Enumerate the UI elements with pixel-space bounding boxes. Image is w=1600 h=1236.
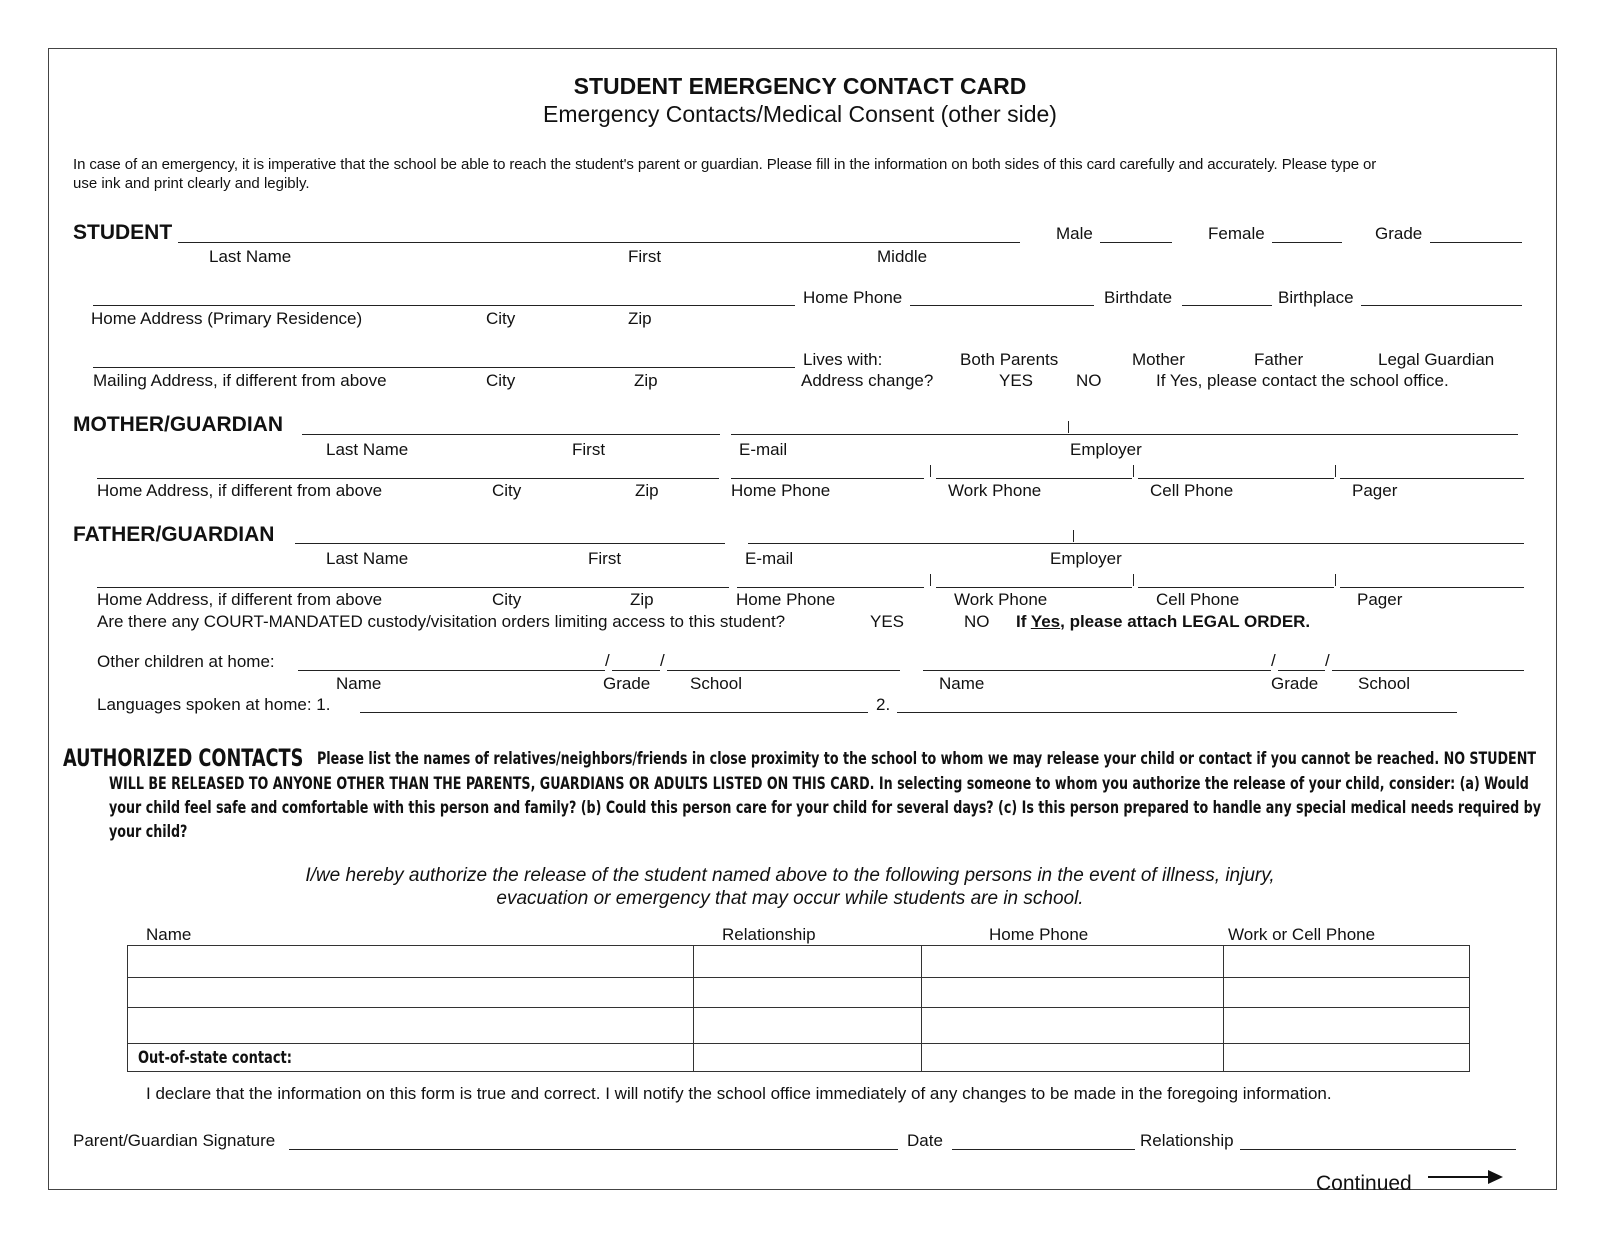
home-zip-label: Zip <box>628 309 652 328</box>
father-city-label: City <box>492 590 522 609</box>
father-heading: FATHER/GUARDIAN <box>73 523 275 546</box>
continued-label: Continued <box>1316 1172 1412 1195</box>
father-cell-phone-label: Cell Phone <box>1156 590 1240 609</box>
divider <box>1335 465 1336 477</box>
divider <box>930 574 931 586</box>
signature-label: Parent/Guardian Signature <box>73 1131 276 1150</box>
father-pager-field[interactable] <box>1340 587 1524 588</box>
mother-pager-field[interactable] <box>1340 478 1524 479</box>
separator-slash: / <box>1325 651 1330 670</box>
out-of-state-name-cell[interactable] <box>128 1044 694 1072</box>
contact-2-relationship-cell[interactable] <box>694 978 922 1008</box>
table-row <box>128 1044 1470 1072</box>
father-name-field[interactable] <box>295 543 725 544</box>
mailing-address-label: Mailing Address, if different from above <box>93 371 387 390</box>
lives-with-label: Lives with: <box>803 350 883 369</box>
out-of-state-label: Out-of-state contact: <box>138 1047 292 1068</box>
birthdate-label: Birthdate <box>1104 288 1173 307</box>
home-city-label: City <box>486 309 516 328</box>
student-home-phone-field[interactable] <box>910 305 1094 306</box>
father-employer-field[interactable] <box>1073 543 1524 544</box>
contact-3-relationship-cell[interactable] <box>694 1008 922 1044</box>
birthplace-field[interactable] <box>1361 305 1522 306</box>
child-1-name-field[interactable] <box>298 670 605 671</box>
contact-2-home-phone-cell[interactable] <box>922 978 1224 1008</box>
signature-field[interactable] <box>289 1149 898 1150</box>
release-statement-line-2: evacuation or emergency that may occur while students are in school. <box>496 888 1084 909</box>
contact-1-work-phone-cell[interactable] <box>1224 946 1470 978</box>
father-address-field[interactable] <box>97 587 729 588</box>
father-email-label: E-mail <box>745 549 794 568</box>
release-statement-line-1: I/we hereby authorize the release of the student named above to the following persons in the event of illness, injury, <box>305 865 1275 886</box>
mother-zip-label: Zip <box>635 481 659 500</box>
student-middle-label: Middle <box>877 247 928 266</box>
male-label: Male <box>1056 224 1093 243</box>
father-home-phone-field[interactable] <box>737 587 924 588</box>
mother-address-field[interactable] <box>97 478 719 479</box>
lives-with-both-parents[interactable]: Both Parents <box>960 350 1059 369</box>
table-row <box>128 1008 1470 1044</box>
mother-city-label: City <box>492 481 522 500</box>
father-last-name-label: Last Name <box>326 549 409 568</box>
child-1-grade-field[interactable] <box>612 670 660 671</box>
father-pager-label: Pager <box>1357 590 1403 609</box>
contact-3-home-phone-cell[interactable] <box>922 1008 1224 1044</box>
home-address-label: Home Address (Primary Residence) <box>91 309 363 328</box>
separator-slash: / <box>1271 651 1276 670</box>
mother-heading: MOTHER/GUARDIAN <box>73 413 283 436</box>
page-subtitle: Emergency Contacts/Medical Consent (other side) <box>543 101 1057 127</box>
female-label: Female <box>1208 224 1265 243</box>
legal-order-yes: Yes <box>1030 612 1061 631</box>
relationship-label: Relationship <box>1140 1131 1234 1150</box>
contacts-col-relationship: Relationship <box>722 925 816 944</box>
contacts-col-home-phone: Home Phone <box>989 925 1089 944</box>
contact-3-name-cell[interactable] <box>128 1008 694 1044</box>
child-2-name-label: Name <box>939 674 985 693</box>
contact-1-relationship-cell[interactable] <box>694 946 922 978</box>
mailing-zip-label: Zip <box>634 371 658 390</box>
mother-pager-label: Pager <box>1352 481 1398 500</box>
address-change-yes[interactable]: YES <box>999 371 1034 390</box>
mother-last-name-label: Last Name <box>326 440 409 459</box>
home-address-field[interactable] <box>93 305 795 306</box>
authorized-text-line-1: Please list the names of relatives/neighbors/friends in close proximity to the school to whom we may release your child or contact if you cannot be reached. NO STUDENT <box>317 749 1537 769</box>
grade-field[interactable] <box>1430 242 1522 243</box>
child-1-school-field[interactable] <box>667 670 900 671</box>
address-change-label: Address change? <box>801 371 934 390</box>
date-field[interactable] <box>952 1149 1135 1150</box>
legal-order-note <box>1016 613 1310 630</box>
lives-with-legal-guardian[interactable]: Legal Guardian <box>1378 350 1495 369</box>
separator-slash: / <box>605 651 610 670</box>
student-name-field[interactable] <box>178 242 1020 243</box>
divider <box>1133 574 1134 586</box>
lives-with-father[interactable]: Father <box>1254 350 1304 369</box>
contact-1-home-phone-cell[interactable] <box>922 946 1224 978</box>
birthplace-label: Birthplace <box>1278 288 1354 307</box>
birthdate-field[interactable] <box>1182 305 1272 306</box>
mother-home-phone-label: Home Phone <box>731 481 831 500</box>
out-of-state-relationship-cell[interactable] <box>694 1044 922 1072</box>
child-1-name-label: Name <box>336 674 382 693</box>
legal-order-if: If <box>1016 612 1027 631</box>
mother-email-field[interactable] <box>731 434 1068 435</box>
authorized-text-line-2: WILL BE RELEASED TO ANYONE OTHER THAN THE PARENTS, GUARDIANS OR ADULTS LISTED ON THIS CARD. In selecting someone to whom you authorize the release of your child, consider: (a) Would <box>109 774 1529 794</box>
contact-2-work-phone-cell[interactable] <box>1224 978 1470 1008</box>
student-last-name-label: Last Name <box>209 247 292 266</box>
contacts-col-work-cell-phone: Work or Cell Phone <box>1228 925 1376 944</box>
authorized-contacts-table <box>127 945 1470 1072</box>
lives-with-mother[interactable]: Mother <box>1132 350 1185 369</box>
contact-office-note: If Yes, please contact the school office. <box>1156 371 1449 390</box>
child-1-school-label: School <box>690 674 742 693</box>
grade-label: Grade <box>1375 224 1423 243</box>
intro-text-line-1: In case of an emergency, it is imperative that the school be able to reach the student's parent or guardian. Please fill in the information on both sides of this card carefully and accurately. Please type or <box>73 156 1377 173</box>
divider <box>1335 574 1336 586</box>
mother-work-phone-label: Work Phone <box>948 481 1042 500</box>
authorized-text-line-4: your child? <box>109 822 188 842</box>
home-phone-label: Home Phone <box>803 288 903 307</box>
contact-2-name-cell[interactable] <box>128 978 694 1008</box>
mother-employer-field[interactable] <box>1068 434 1518 435</box>
student-heading: STUDENT <box>73 221 173 244</box>
male-field[interactable] <box>1100 242 1172 243</box>
divider <box>1073 530 1074 542</box>
mother-employer-label: Employer <box>1070 440 1142 459</box>
mailing-city-label: City <box>486 371 516 390</box>
arrow-right-icon <box>1428 1168 1504 1186</box>
child-2-grade-label: Grade <box>1271 674 1319 693</box>
father-home-phone-label: Home Phone <box>736 590 836 609</box>
authorized-text-line-3: your child feel safe and comfortable with this person and family? (b) Could this person care for your child for several days? (c) Is this person prepared to handle any special medical needs required by <box>109 798 1542 818</box>
child-2-school-field[interactable] <box>1332 670 1524 671</box>
child-2-grade-field[interactable] <box>1278 670 1325 671</box>
father-work-phone-field[interactable] <box>936 587 1132 588</box>
child-1-grade-label: Grade <box>603 674 651 693</box>
father-email-field[interactable] <box>748 543 1073 544</box>
out-of-state-home-phone-cell[interactable] <box>922 1044 1224 1072</box>
mother-cell-phone-field[interactable] <box>1138 478 1334 479</box>
father-address-label: Home Address, if different from above <box>97 590 383 609</box>
female-field[interactable] <box>1272 242 1342 243</box>
custody-no[interactable]: NO <box>964 612 990 631</box>
mother-cell-phone-label: Cell Phone <box>1150 481 1234 500</box>
out-of-state-work-phone-cell[interactable] <box>1224 1044 1470 1072</box>
father-employer-label: Employer <box>1050 549 1122 568</box>
divider <box>930 465 931 477</box>
mother-address-label: Home Address, if different from above <box>97 481 383 500</box>
child-2-name-field[interactable] <box>923 670 1271 671</box>
address-change-no[interactable]: NO <box>1076 371 1102 390</box>
contact-1-name-cell[interactable] <box>128 946 694 978</box>
mother-email-label: E-mail <box>739 440 788 459</box>
legal-order-attach: , please attach LEGAL ORDER. <box>1060 612 1311 631</box>
intro-text-line-2: use ink and print clearly and legibly. <box>73 175 310 192</box>
custody-yes[interactable]: YES <box>870 612 905 631</box>
language-2-field[interactable] <box>897 712 1457 713</box>
table-row <box>128 946 1470 978</box>
other-children-label: Other children at home: <box>97 652 275 671</box>
page-title: STUDENT EMERGENCY CONTACT CARD <box>573 73 1027 99</box>
contacts-col-name: Name <box>146 925 192 944</box>
custody-question: Are there any COURT-MANDATED custody/visitation orders limiting access to this student? <box>97 612 786 631</box>
language-2-label: 2. <box>876 695 891 714</box>
father-cell-phone-field[interactable] <box>1138 587 1334 588</box>
table-row <box>128 978 1470 1008</box>
child-2-school-label: School <box>1358 674 1410 693</box>
mailing-address-field[interactable] <box>93 367 795 368</box>
mother-work-phone-field[interactable] <box>936 478 1132 479</box>
authorized-contacts-heading: AUTHORIZED CONTACTS <box>63 744 304 772</box>
divider <box>1133 465 1134 477</box>
mother-home-phone-field[interactable] <box>731 478 924 479</box>
father-work-phone-label: Work Phone <box>954 590 1048 609</box>
separator-slash: / <box>660 651 665 670</box>
mother-name-field[interactable] <box>302 434 720 435</box>
contact-3-work-phone-cell[interactable] <box>1224 1008 1470 1044</box>
divider <box>1068 421 1069 433</box>
language-1-field[interactable] <box>360 712 868 713</box>
date-label: Date <box>907 1131 943 1150</box>
mother-first-label: First <box>572 440 606 459</box>
declaration-text: I declare that the information on this form is true and correct. I will notify the school office immediately of any changes to be made in the foregoing information. <box>146 1084 1332 1103</box>
languages-label: Languages spoken at home: 1. <box>97 695 331 714</box>
father-zip-label: Zip <box>630 590 654 609</box>
father-first-label: First <box>588 549 622 568</box>
relationship-field[interactable] <box>1240 1149 1516 1150</box>
student-first-label: First <box>628 247 662 266</box>
